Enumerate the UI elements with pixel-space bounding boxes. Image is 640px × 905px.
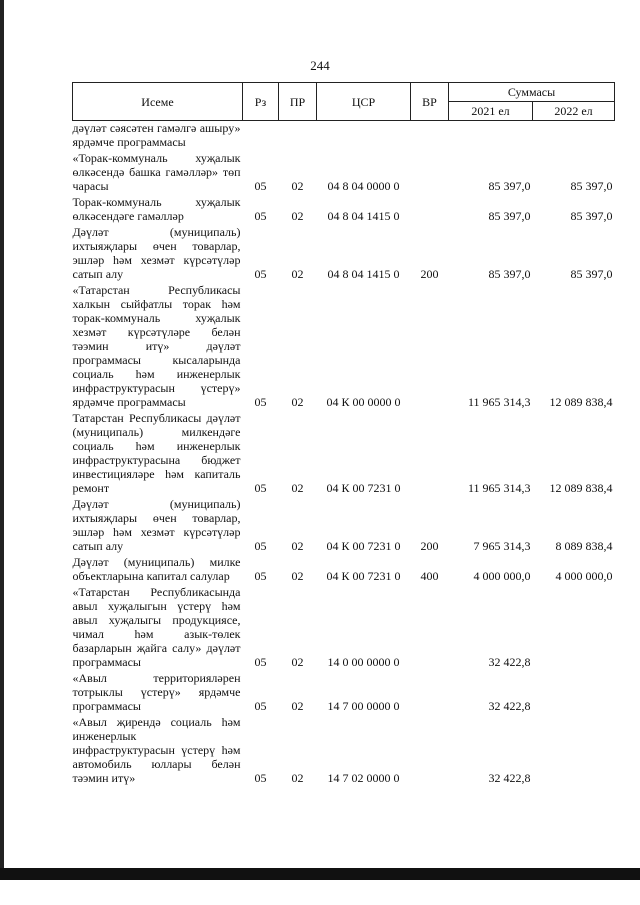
table-header (73, 83, 615, 121)
header-vr: ВР (411, 83, 449, 121)
cell-vr (411, 195, 449, 225)
cell-rz: 05 (254, 539, 267, 553)
header-rz: Рз (243, 83, 279, 121)
cell-amount-2022: 4 000 000,0 (555, 569, 613, 583)
cell-amount-2022 (533, 585, 615, 671)
header-name: Исеме (73, 83, 243, 121)
cell-pr: 02 (291, 699, 304, 713)
cell-amount-2022: 12 089 838,4 (549, 395, 613, 409)
cell-name: Татарстан Республикасы дәүләт (муниципаль) милкендәге социаль һәм инженерлык инфраструктурасына бюджет инвестицияләре һәм капиталь ремонт (72, 411, 241, 495)
cell-rz (243, 121, 279, 152)
table-row (73, 585, 615, 671)
cell-name: Торак-коммуналь хуҗалык өлкәсендәге гамәлләр (72, 195, 241, 223)
cell-name: дәүләт сәясәтен гамәлгә ашыру» ярдәмче программасы (72, 121, 241, 149)
cell-amount-2022 (533, 671, 615, 715)
table-row (73, 195, 615, 225)
cell-name: «Торак-коммуналь хуҗалык өлкәсендә башка гамәлләр» төп чарасы (72, 151, 241, 193)
cell-name: «Авыл җирендә социаль һәм инженерлык инфраструктурасын үстерү һәм автомобиль юллары белән тәэмин итү» (72, 715, 241, 785)
cell-amount-2021: 85 397,0 (488, 267, 531, 281)
cell-pr: 02 (291, 267, 304, 281)
cell-csr: 04 8 04 1415 0 (327, 209, 400, 223)
header-pr: ПР (279, 83, 317, 121)
cell-rz: 05 (254, 481, 267, 495)
cell-amount-2021: 4 000 000,0 (473, 569, 531, 583)
cell-amount-2022 (533, 121, 615, 152)
table-row (73, 151, 615, 195)
cell-pr (279, 121, 317, 152)
cell-pr: 02 (291, 209, 304, 223)
table-row (73, 671, 615, 715)
cell-vr: 400 (420, 569, 439, 583)
table-row (73, 225, 615, 283)
cell-vr (411, 151, 449, 195)
cell-amount-2021: 11 965 314,3 (467, 481, 531, 495)
cell-amount-2022: 85 397,0 (570, 267, 613, 281)
budget-table (72, 82, 615, 787)
cell-name: Дәүләт (муниципаль) милке объектларына капитал салулар (72, 555, 241, 583)
cell-csr: 04 8 04 1415 0 (327, 267, 400, 281)
cell-vr: 200 (420, 267, 439, 281)
cell-csr: 14 7 00 0000 0 (327, 699, 400, 713)
cell-pr: 02 (291, 539, 304, 553)
cell-rz: 05 (254, 569, 267, 583)
cell-pr: 02 (291, 569, 304, 583)
cell-rz: 05 (254, 179, 267, 193)
cell-amount-2021: 32 422,8 (488, 655, 531, 669)
cell-rz: 05 (254, 395, 267, 409)
cell-amount-2021: 11 965 314,3 (467, 395, 531, 409)
cell-csr: 14 0 00 0000 0 (327, 655, 400, 669)
cell-csr: 04 К 00 7231 0 (326, 569, 401, 583)
cell-amount-2022 (533, 715, 615, 787)
cell-name: «Татарстан Республикасында авыл хуҗалыгын үстерү һәм авыл хуҗалыгы продукциясе, чимал һәм азык-төлек базарларын җайга салу» дәүләт программасы (72, 585, 241, 669)
cell-csr: 04 К 00 7231 0 (326, 539, 401, 553)
cell-csr (317, 121, 411, 152)
cell-pr: 02 (291, 395, 304, 409)
table-body (73, 121, 615, 788)
cell-amount-2021: 85 397,0 (488, 179, 531, 193)
cell-vr (411, 411, 449, 497)
cell-rz: 05 (254, 771, 267, 785)
header-csr: ЦСР (317, 83, 411, 121)
cell-rz: 05 (254, 267, 267, 281)
cell-csr: 04 8 04 0000 0 (327, 179, 400, 193)
table-row (73, 715, 615, 787)
cell-vr (411, 671, 449, 715)
header-year-2021: 2021 ел (449, 102, 533, 121)
cell-amount-2021: 85 397,0 (488, 209, 531, 223)
cell-amount-2021 (449, 121, 533, 152)
cell-amount-2022: 85 397,0 (570, 209, 613, 223)
cell-amount-2021: 32 422,8 (488, 699, 531, 713)
cell-pr: 02 (291, 771, 304, 785)
cell-vr (411, 121, 449, 152)
cell-name: Дәүләт (муниципаль) ихтыяҗлары өчен товарлар, эшләр һәм хезмәт күрсәтүләр сатып алу (72, 497, 241, 553)
cell-csr: 04 К 00 0000 0 (326, 395, 401, 409)
cell-pr: 02 (291, 655, 304, 669)
header-year-2022: 2022 ел (533, 102, 615, 121)
cell-rz: 05 (254, 699, 267, 713)
cell-name: Дәүләт (муниципаль) ихтыяҗлары өчен товарлар, эшләр һәм хезмәт күрсәтүләр сатып алу (72, 225, 241, 281)
table-row (73, 121, 615, 152)
cell-amount-2022: 8 089 838,4 (555, 539, 613, 553)
scan-edge-bottom (0, 868, 640, 880)
cell-amount-2021: 32 422,8 (488, 771, 531, 785)
cell-amount-2022: 12 089 838,4 (549, 481, 613, 495)
table-row (73, 555, 615, 585)
cell-pr: 02 (291, 481, 304, 495)
cell-vr (411, 715, 449, 787)
cell-pr: 02 (291, 179, 304, 193)
cell-rz: 05 (254, 655, 267, 669)
scan-edge-left (0, 0, 4, 880)
cell-amount-2021: 7 965 314,3 (473, 539, 531, 553)
table-row (73, 411, 615, 497)
cell-amount-2022: 85 397,0 (570, 179, 613, 193)
cell-name: «Татарстан Республикасы халкын сыйфатлы торак һәм торак-коммуналь хуҗалык хезмәт күрсәтүләре белән тәэмин итү» дәүләт программасы кысаларында социаль һәм инженерлык инфраструктурасын үстерү» ярдәмче программасы (72, 283, 241, 409)
cell-name: «Авыл территорияләрен тотрыклы үстерү» ярдәмче программасы (72, 671, 241, 713)
table-row (73, 497, 615, 555)
page-number: 244 (310, 58, 330, 73)
table-row (73, 283, 615, 411)
cell-vr: 200 (420, 539, 439, 553)
cell-csr: 04 К 00 7231 0 (326, 481, 401, 495)
cell-csr: 14 7 02 0000 0 (327, 771, 400, 785)
cell-vr (411, 283, 449, 411)
cell-vr (411, 585, 449, 671)
cell-rz: 05 (254, 209, 267, 223)
header-sums: Суммасы (449, 83, 615, 102)
